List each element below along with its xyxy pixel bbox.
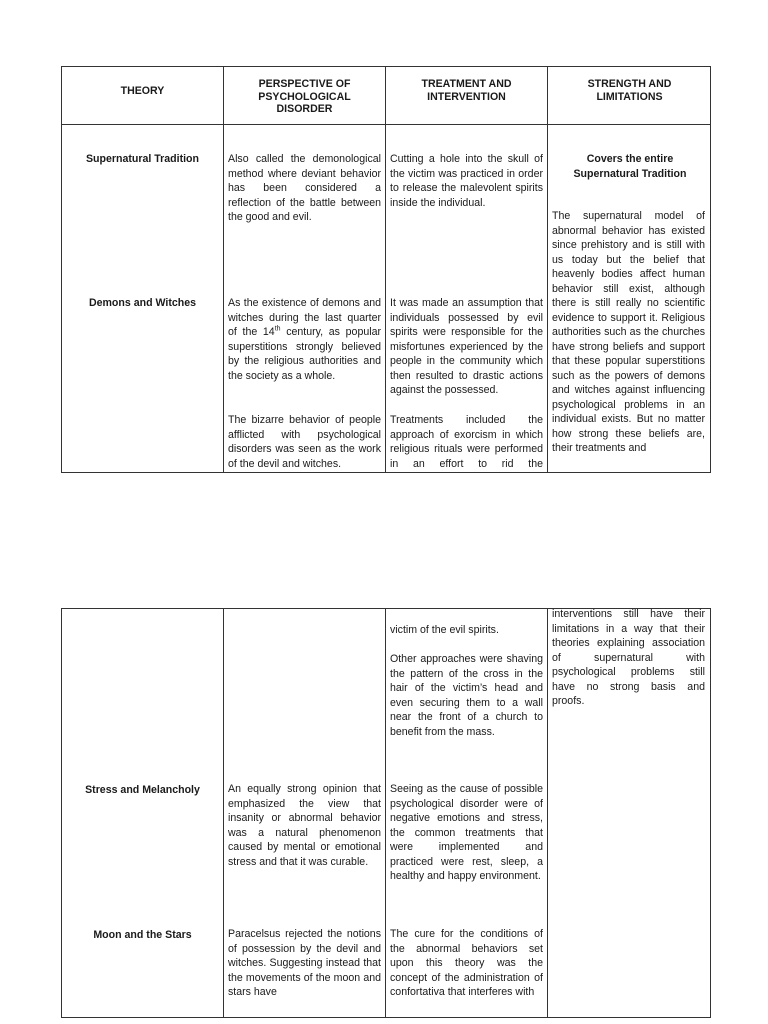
treatment-demons-and-witches: It was made an assumption that individuals possessed by evil spirits were responsible for the misfortunes experienced by the people in the community which then resulted to drastic actions against the possessed. (390, 297, 543, 396)
strength-continued: interventions still have their limitations in a way that their theories explaining association of supernatural with psychological problems still have no strong basis and proofs. (552, 608, 705, 707)
perspective-demons-and-witches (228, 296, 381, 383)
superscript: th (274, 325, 281, 333)
column-divider (547, 609, 548, 1017)
column-divider (223, 67, 224, 472)
perspective-supernatural-tradition: Also called the demonological method where deviant behavior has been considered a reflection of the battle between the good and evil. (228, 153, 381, 223)
column-divider (223, 609, 224, 1017)
treatment-continued-1: victim of the evil spirits. (390, 624, 499, 636)
theory-stress-and-melancholy: Stress and Melancholy (85, 784, 200, 796)
table-bottom (61, 608, 711, 1018)
column-divider (385, 67, 386, 472)
perspective-text: century, as popular superstitions strongly believed by the religious authorities and the society as a whole. (228, 326, 381, 382)
column-divider (547, 67, 548, 472)
perspective-text: As the existence of demons and witches during the last quarter of the 14 (228, 297, 381, 338)
perspective-moon-and-the-stars: Paracelsus rejected the notions of possession by the devil and witches. Suggesting instead that the movements of the moon and stars have (228, 928, 381, 998)
theory-demons-and-witches: Demons and Witches (88, 297, 197, 309)
strength-title: Covers the entire Supernatural Tradition (573, 153, 687, 180)
header-divider (62, 124, 710, 125)
theory-moon-and-the-stars: Moon and the Stars (93, 929, 192, 941)
treatment-continued-2: Other approaches were shaving the pattern of the cross in the hair of the victim’s head and even securing them to a wall near the front of a church to benefit from the mass. (390, 653, 543, 738)
perspective-demons-and-witches-2: The bizarre behavior of people afflicted with psychological disorders was seen as the work of the devil and witches. (228, 414, 381, 470)
header-perspective: PERSPECTIVE OF PSYCHOLOGICAL DISORDER (258, 78, 351, 115)
treatment-moon-and-the-stars: The cure for the conditions of the abnormal behaviors set upon this theory was the concept of the administration of confortativa that interferes with (390, 928, 543, 998)
table-top (61, 66, 711, 473)
header-theory: THEORY (120, 85, 165, 97)
header-strength: STRENGTH AND LIMITATIONS (587, 78, 672, 103)
treatment-supernatural-tradition: Cutting a hole into the skull of the victim was practiced in order to release the malevolent spirits inside the individual. (390, 153, 543, 209)
theory-supernatural-tradition: Supernatural Tradition (85, 153, 199, 165)
treatment-stress-and-melancholy: Seeing as the cause of possible psychological disorder were of negative emotions and stress, the common treatments that were implemented and practiced were rest, sleep, a healthy and happy environment. (390, 783, 543, 882)
column-divider (385, 609, 386, 1017)
treatment-demons-and-witches-2: Treatments included the approach of exorcism in which religious rituals were performed in an effort to rid the (390, 414, 543, 470)
strength-text: The supernatural model of abnormal behavior has existed since prehistory and is still with us today but the belief that heavenly bodies affect human behavior still exist, although there is still really no scientific evidence to support it. Religious authorities such as the churches have strong beliefs and support that these popular superstitions such as the powers of demons and witches against influencing psychological problems in an individual exists. But no matter how strong these beliefs are, their treatments and (552, 210, 705, 454)
perspective-stress-and-melancholy: An equally strong opinion that emphasized the view that insanity or abnormal behavior was a natural phenomenon caused by mental or emotional stress and that it was curable. (228, 783, 381, 868)
header-treatment: TREATMENT AND INTERVENTION (421, 78, 512, 103)
